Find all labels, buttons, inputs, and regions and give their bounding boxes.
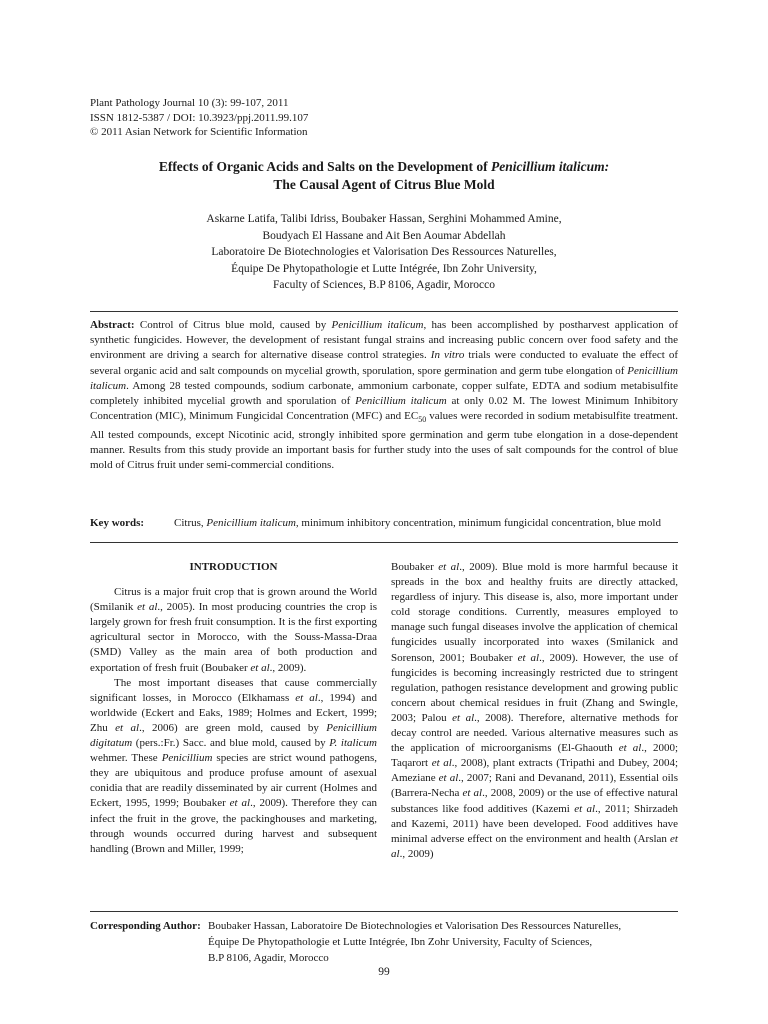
et-al: et al — [462, 787, 483, 800]
et-al: et al — [431, 757, 452, 770]
right-column — [391, 560, 678, 862]
text: (pers.:Fr.) Sacc. and blue mold, caused by — [132, 737, 330, 750]
abstract-in-vitro: In vitro — [430, 349, 465, 362]
et-al: et al — [438, 772, 459, 785]
text: ., 2000; Taqarort — [391, 742, 678, 770]
introduction-heading: INTRODUCTION — [189, 561, 278, 573]
author-names-1: Askarne Latifa, Talibi Idriss, Boubaker Hassan, Serghini Mohammed Amine, — [206, 213, 562, 225]
title-line2: The Causal Agent of Citrus Blue Mold — [273, 177, 495, 192]
text: species are strict wound pathogens, they are ubiquitous and produce profuse amount of asexual conidia that are readily disseminated by air current (Holmes and Eckert, 1995, 1999; Boubaker — [90, 752, 378, 810]
affiliation-1: Laboratoire De Biotechnologies et Valorisation Des Ressources Naturelles, — [211, 246, 557, 258]
text: ., 2009). However, the use of fungicides is becoming increasingly restricted due to stringent regulation, pathogen resistance development and growing public concern about chemical residues in fruit (Zhang and Swingle, 2003; Palou — [391, 651, 678, 724]
et-al: et al — [137, 601, 158, 614]
abstract-text: trials were conducted to evaluate the effect of several organic acid and salt compounds on mycelial growth, sporulation, spore germination and germ tube elongation of — [90, 349, 679, 377]
abstract-species: Penicillium italicum — [355, 395, 447, 408]
abstract-species: Penicillium italicum — [331, 319, 424, 331]
text: Boubaker — [391, 561, 439, 573]
text: ., 2009). — [269, 661, 307, 674]
author-block — [90, 211, 678, 294]
intro-paragraph-continued — [391, 560, 678, 862]
keyword: Citrus, — [174, 517, 207, 529]
paper-title — [90, 158, 678, 194]
text: ., 2009). Blue mold is more harmful because it spreads in the box and healthy fruits are directly attacked, regardless of injury. This disease is, also, more important under cold storage conditions. Currently, measures employed to manage such fungal diseases involve the application of chemical fungicides usually incorporated into waxes (Smilanick and Sorenson, 2001; Boubaker — [391, 561, 679, 664]
affiliation-3: Faculty of Sciences, B.P 8106, Agadir, Morocco — [272, 279, 496, 291]
text: wehmer. These — [90, 752, 162, 765]
abstract-text: at only 0.02 M. The lowest Minimum Inhibitory Concentration (MIC), Minimum Fungicidal Concentration (MFC) and EC — [90, 395, 678, 423]
abstract-species: Penicillium italicum — [90, 364, 678, 392]
address-line: Équipe De Phytopathologie et Lutte Intégrée, Ibn Zohr University, Faculty of Sciences, — [208, 936, 593, 948]
title-species: Penicillium italicum: — [491, 159, 610, 174]
corresponding-author-label: Corresponding Author: — [90, 920, 201, 932]
text: ., 2009). Therefore they can infect the fruit in the grove, the packinghouses and marketing, through wounds occurred during harvest and subsequent handling (Brown and Miller, 1999; — [90, 797, 377, 855]
genus-name: Penicillium — [161, 752, 213, 765]
et-al: et al — [229, 797, 251, 810]
address-line: B.P 8106, Agadir, Morocco — [208, 952, 329, 964]
et-al: et al — [115, 721, 140, 734]
text: ., 2006) are green mold, caused by — [139, 721, 327, 734]
journal-copyright: © 2011 Asian Network for Scientific Information — [90, 126, 308, 138]
text: Citrus is a major fruit crop that is grown around the World (Smilanik — [90, 586, 377, 614]
keywords-bottom-rule — [90, 542, 678, 543]
left-column — [90, 560, 377, 857]
abstract-text: Control of Citrus blue mold, caused by — [134, 319, 332, 331]
keywords-text — [174, 516, 678, 531]
abstract-text: values were recorded in sodium metabisulfite treatment. All tested compounds, except Nicotinic acid, strongly inhibited spore germination and germ tube elongation in a dose-dependent manner. Results from this study provide an important basis for further study into the uses of salt compounds for the control of blue mold of Citrus fruit under semi-commercial conditions. — [90, 410, 678, 472]
affiliation-2: Équipe De Phytopathologie et Lutte Intégrée, Ibn Zohr University, — [231, 262, 537, 275]
et-al: et al — [452, 711, 475, 724]
text: ., 2009) — [399, 847, 434, 860]
abstract — [90, 318, 678, 473]
et-al: et al — [391, 832, 678, 860]
text: ., 2008, 2009) or the use of effective natural substances like food additives (Kazemi — [391, 787, 679, 815]
text: The most important diseases that cause commercially significant losses, in Morocco (Elkhamass — [90, 676, 377, 704]
text: ., 2007; Rani and Devanand, 2011), Essential oils (Barrera-Necha — [391, 772, 678, 800]
et-al: et al — [517, 651, 540, 664]
text: ., 1994) and worldwide (Eckert and Eaks, 1989; Holmes and Eckert, 1999; Zhu — [90, 691, 377, 734]
intro-paragraph-1 — [90, 585, 377, 676]
species-name: Penicillium digitatum — [90, 721, 377, 750]
et-al: et al — [295, 691, 318, 704]
footer-rule — [90, 911, 678, 912]
journal-citation: Plant Pathology Journal 10 (3): 99-107, 2011 — [90, 97, 289, 109]
author-names-2: Boudyach El Hassane and Ait Ben Aoumar Abdellah — [262, 229, 506, 242]
text: ., 2008), plant extracts (Tripathi and Dubey, 2004; Ameziane — [391, 757, 678, 785]
address-line: Boubaker Hassan, Laboratoire De Biotechnologies et Valorisation Des Ressources Naturelles, — [208, 920, 622, 932]
keyword: minimum inhibitory concentration, minimum fungicidal concentration, blue mold — [298, 517, 661, 529]
intro-paragraph-2 — [90, 676, 377, 857]
journal-info — [90, 96, 308, 140]
journal-issn-doi: ISSN 1812-5387 / DOI: 10.3923/ppj.2011.99.107 — [90, 111, 309, 124]
abstract-text: . Among 28 tested compounds, sodium carbonate, ammonium carbonate, copper sulfate, EDTA and sodium metabisulfite completely inhibited mycelial growth and sporulation of — [90, 379, 678, 408]
page-number: 99 — [378, 966, 390, 978]
abstract-text: , has been accomplished by postharvest application of synthetic fungicides. However, the development of resistant fungal strains and increasing public concern over food safety and the environment are driving a search for alternative disease control strategies. — [90, 319, 678, 362]
species-name: P. italicum — [329, 737, 377, 750]
corresponding-author-address — [208, 918, 621, 966]
et-al: et al — [574, 802, 596, 815]
ec50-subscript: 50 — [418, 415, 427, 425]
et-al: et al — [250, 661, 270, 674]
text: ., 2005). In most producing countries the crop is largely grown for fresh fruit consumption. It is the first exporting agricultural sector in Morocco, with the Souss-Massa-Draa (SMD) Valley as the main area of both production and exportation of fresh fruit (Boubaker — [90, 601, 377, 674]
text: ., 2011; Shirzadeh and Kazemi, 2011) have been developed. Food additives have minimal adverse effect on the environment and health (Arslan — [391, 802, 678, 845]
et-al: et al — [438, 561, 460, 573]
keywords-label: Key words: — [90, 517, 145, 529]
et-al: et al — [618, 742, 642, 755]
abstract-label: Abstract: — [90, 319, 135, 331]
title-line1: Effects of Organic Acids and Salts on the Development of — [158, 159, 492, 174]
keyword-species: Penicillium italicum, — [206, 517, 299, 529]
text: ., 2008). Therefore, alternative methods for decay control are needed. Various alternative measures such as the application of microorganisms (El-Ghaouth — [391, 711, 678, 755]
abstract-top-rule — [90, 311, 678, 312]
